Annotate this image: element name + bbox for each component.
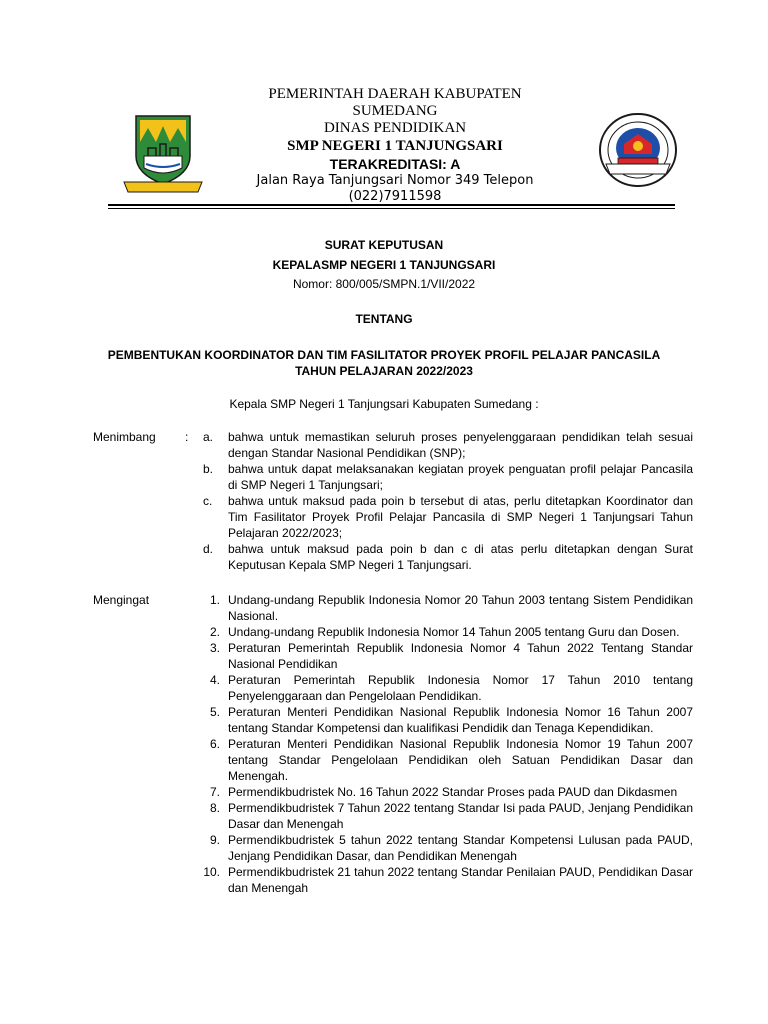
department-line: DINAS PENDIDIKAN [323, 120, 467, 136]
list-item [203, 864, 693, 896]
school-name: SMP NEGERI 1 TANJUNGSARI [287, 138, 503, 154]
list-item [203, 461, 693, 493]
document-number: Nomor: 800/005/SMPN.1/VII/2022 [292, 277, 476, 291]
subject-heading [100, 347, 668, 379]
list-item [203, 672, 693, 704]
list-marker: 9. [209, 833, 220, 847]
list-marker: c. [203, 494, 213, 508]
list-marker: 8. [209, 801, 220, 815]
list-marker: 1. [209, 593, 220, 607]
list-marker: 3. [209, 641, 220, 655]
list-item [203, 832, 693, 864]
list-item [203, 541, 693, 573]
list-item-text: Peraturan Pemerintah Republik Indonesia Nomor 17 Tahun 2010 tentang Penyelenggaraan dan Pengelolaan Pendidikan. [228, 673, 693, 703]
list-marker: b. [203, 462, 214, 476]
accreditation-line: TERAKREDITASI: A [329, 156, 461, 172]
address-line: Jalan Raya Tanjungsari Nomor 349 Telepon [256, 173, 534, 188]
list-item [203, 640, 693, 672]
list-item-text: Permendikbudristek 5 tahun 2022 tentang Standar Kompetensi Lulusan pada PAUD, Jenjang Pendidikan Dasar, dan Pendidikan Menengah [228, 833, 693, 863]
phone-line: (022)7911598 [348, 189, 442, 204]
list-item [203, 704, 693, 736]
list-marker: 7. [209, 785, 220, 799]
tentang-heading: TENTANG [355, 312, 413, 326]
header-divider-thin [108, 208, 675, 209]
list-item [203, 493, 693, 541]
list-marker: a. [203, 430, 214, 444]
list-item-text: Peraturan Menteri Pendidikan Nasional Republik Indonesia Nomor 16 Tahun 2007 tentang Standar Kompetensi dan kualifikasi Pendidik dan Tenaga Kependidikan. [228, 705, 693, 735]
list-marker: 6. [209, 737, 220, 751]
list-item [203, 800, 693, 832]
header-divider-thick [108, 204, 675, 206]
sumedang-emblem-logo [118, 112, 208, 196]
list-item [203, 624, 693, 640]
list-marker: d. [203, 542, 214, 556]
list-item-text: Peraturan Pemerintah Republik Indonesia Nomor 4 Tahun 2022 Tentang Standar Nasional Pendidikan [228, 641, 693, 671]
list-item-text: Permendikbudristek No. 16 Tahun 2022 Standar Proses pada PAUD dan Dikdasmen [228, 785, 678, 799]
menimbang-label: Menimbang [93, 430, 156, 444]
list-item-text: Permendikbudristek 7 Tahun 2022 tentang Standar Isi pada PAUD, Jenjang Pendidikan Dasar dan Menengah [228, 801, 693, 831]
list-item-text: Undang-undang Republik Indonesia Nomor 14 Tahun 2005 tentang Guru dan Dosen. [228, 625, 680, 639]
school-emblem-logo [596, 110, 680, 190]
issuer-title: KEPALASMP NEGERI 1 TANJUNGSARI [272, 258, 496, 272]
letterhead [220, 86, 570, 205]
list-item-text: Peraturan Menteri Pendidikan Nasional Republik Indonesia Nomor 19 Tahun 2007 tentang Standar Pengelolaan Pendidikan oleh Satuan Pendidikan Dasar dan Menengah. [228, 737, 693, 783]
list-marker: 5. [209, 705, 220, 719]
mengingat-list [203, 592, 693, 896]
list-marker: 10. [203, 865, 220, 879]
list-item-text: bahwa untuk maksud pada poin b dan c di atas perlu ditetapkan dengan Surat Keputusan Kepala SMP Negeri 1 Tanjungsari. [228, 542, 693, 572]
opening-line: Kepala SMP Negeri 1 Tanjungsari Kabupaten Sumedang : [229, 397, 539, 411]
list-item [203, 592, 693, 624]
list-item [203, 784, 693, 800]
subject-line-1: PEMBENTUKAN KOORDINATOR DAN TIM FASILITATOR PROYEK PROFIL PELAJAR PANCASILA [107, 348, 661, 362]
government-line: PEMERINTAH DAERAH KABUPATEN [268, 86, 522, 102]
list-item [203, 429, 693, 461]
menimbang-colon: : [185, 430, 189, 444]
list-marker: 2. [209, 625, 220, 639]
list-marker: 4. [209, 673, 220, 687]
document-type-title: SURAT KEPUTUSAN [324, 238, 444, 252]
list-item-text: Undang-undang Republik Indonesia Nomor 20 Tahun 2003 tentang Sistem Pendidikan Nasional. [228, 593, 693, 623]
list-item-text: bahwa untuk maksud pada poin b tersebut di atas, perlu ditetapkan Koordinator dan Tim Fasilitator Proyek Profil Pelajar Pancasila di SMP Negeri 1 Tanjungsari Tahun Pelajaran 2022/2023; [228, 494, 693, 540]
list-item [203, 736, 693, 784]
list-item-text: bahwa untuk dapat melaksanakan kegiatan proyek penguatan profil pelajar Pancasila di SMP Negeri 1 Tanjungsari; [228, 462, 693, 492]
mengingat-label: Mengingat [93, 593, 150, 607]
list-item-text: Permendikbudristek 21 tahun 2022 tentang Standar Penilaian PAUD, Pendidikan Dasar dan Menengah [228, 865, 693, 895]
subject-line-2: TAHUN PELAJARAN 2022/2023 [295, 364, 473, 378]
list-item-text: bahwa untuk memastikan seluruh proses penyelenggaraan pendidikan telah sesuai dengan Standar Nasional Pendidikan (SNP); [228, 430, 693, 460]
regency-line: SUMEDANG [352, 103, 438, 119]
menimbang-list [203, 429, 693, 573]
